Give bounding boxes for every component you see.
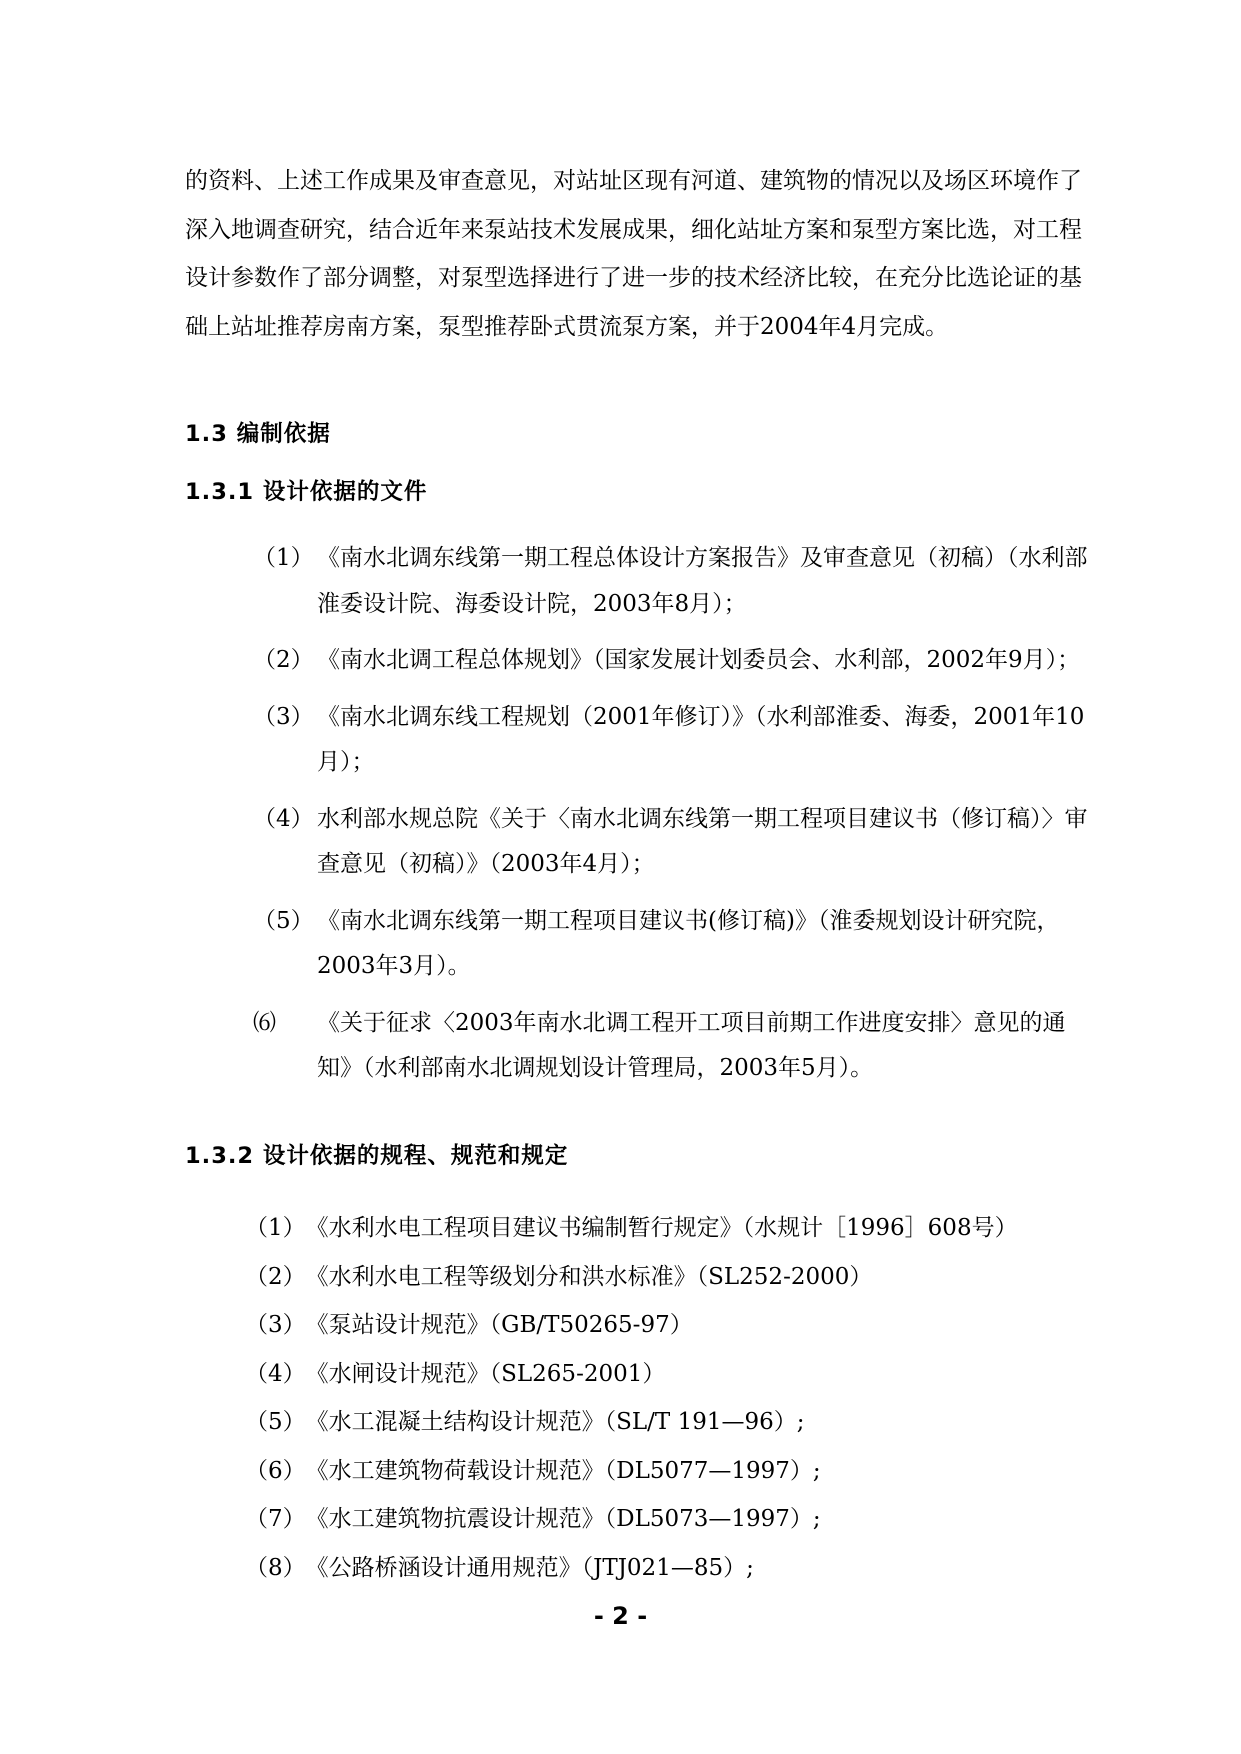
item-text: 《水闸设计规范》（SL265-2001） bbox=[305, 1360, 666, 1387]
list-item bbox=[253, 797, 1098, 888]
section-heading-1-3-2: 1.3.2 设计依据的规程、规范和规定 bbox=[185, 1143, 569, 1169]
item-text: 《南水北调东线第一期工程项目建议书(修订稿)》（淮委规划设计研究院，2003年3月）。 bbox=[317, 907, 1060, 979]
list-item bbox=[245, 1350, 1095, 1399]
item-number: （1） bbox=[253, 545, 314, 571]
item-text: 《泵站设计规范》（GB/T50265-97） bbox=[305, 1312, 693, 1338]
item-text: 《南水北调东线工程规划（2001年修订）》（水利部淮委、海委，2001年10月）； bbox=[317, 703, 1085, 775]
item-number: （6） bbox=[245, 1457, 306, 1484]
list-item bbox=[253, 695, 1098, 786]
item-number: （4） bbox=[245, 1360, 306, 1387]
item-text: 《关于征求〈2003年南水北调工程开工项目前期工作进度安排〉意见的通知》（水利部南水北调规划设计管理局，2003年5月）。 bbox=[317, 1009, 1066, 1081]
page-number: - 2 - bbox=[593, 1602, 648, 1630]
item-number: （7） bbox=[245, 1506, 306, 1532]
item-text: 水利部水规总院《关于〈南水北调东线第一期工程项目建议书（修订稿）〉审查意见（初稿）》（2003年4月）； bbox=[317, 805, 1088, 877]
item-text: 《水工建筑物抗震设计规范》（DL5073—1997）; bbox=[305, 1506, 821, 1532]
list-item bbox=[245, 1447, 1095, 1496]
item-number: （4） bbox=[253, 805, 314, 832]
list-item bbox=[245, 1544, 1095, 1593]
section-heading-1-3: 1.3 编制依据 bbox=[185, 421, 331, 447]
list-item bbox=[245, 1398, 1095, 1447]
item-number: （3） bbox=[245, 1312, 306, 1338]
item-text: 《南水北调东线第一期工程总体设计方案报告》及审查意见（初稿）（水利部淮委设计院、海委设计院，2003年8月）； bbox=[317, 545, 1088, 617]
item-text: 《水工混凝土结构设计规范》（SL/T 191—96）; bbox=[305, 1409, 805, 1435]
list-item bbox=[245, 1301, 1095, 1350]
item-text: 《公路桥涵设计通用规范》（JTJ021—85）; bbox=[305, 1554, 754, 1581]
list-item bbox=[253, 638, 1098, 684]
item-text: 《南水北调工程总体规划》（国家发展计划委员会、水利部，2002年9月）； bbox=[317, 647, 1081, 673]
list-item bbox=[253, 899, 1098, 990]
item-text: 《水利水电工程项目建议书编制暂行规定》（水规计［1996］608号） bbox=[305, 1215, 1018, 1241]
item-number: （1） bbox=[245, 1215, 306, 1241]
design-specification-list bbox=[245, 1204, 1095, 1592]
list-item bbox=[253, 1001, 1098, 1092]
item-number: （5） bbox=[245, 1409, 306, 1435]
item-number: ⑹ bbox=[253, 1009, 276, 1036]
item-number: （8） bbox=[245, 1554, 306, 1581]
item-text: 《水利水电工程等级划分和洪水标准》（SL252-2000） bbox=[305, 1263, 873, 1290]
intro-paragraph: 的资料、上述工作成果及审查意见，对站址区现有河道、建筑物的情况以及场区环境作了深入地调查研究，结合近年来泵站技术发展成果，细化站址方案和泵型方案比选，对工程设计参数作了部分调整，对泵型选择进行了进一步的技术经济比较，在充分比选论证的基础上站址推荐房南方案，泵型推荐卧式贯流泵方案，并于2004年4月完成。 bbox=[185, 168, 1082, 340]
list-item bbox=[245, 1253, 1095, 1302]
design-document-list bbox=[253, 536, 1098, 1103]
item-text: 《水工建筑物荷载设计规范》（DL5077—1997）; bbox=[305, 1457, 821, 1484]
item-number: （3） bbox=[253, 703, 314, 730]
item-number: （2） bbox=[253, 647, 314, 673]
item-number: （5） bbox=[253, 907, 314, 934]
list-item bbox=[245, 1204, 1095, 1253]
section-heading-1-3-1: 1.3.1 设计依据的文件 bbox=[185, 479, 428, 505]
item-number: （2） bbox=[245, 1263, 306, 1290]
list-item bbox=[245, 1495, 1095, 1544]
list-item bbox=[253, 536, 1098, 627]
